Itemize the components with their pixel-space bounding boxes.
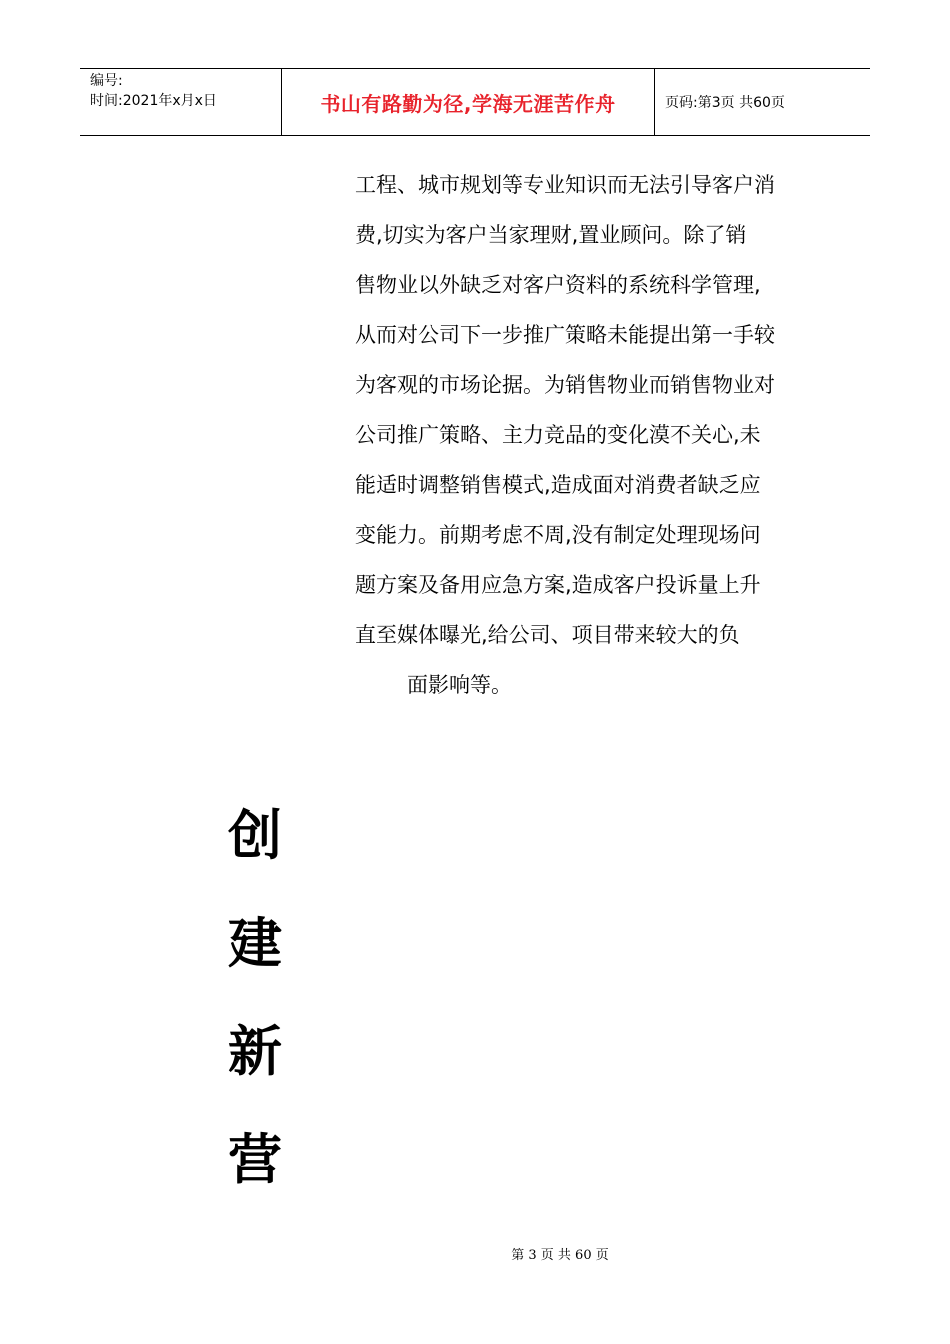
body-line: 公司推广策略、主力竞品的变化漠不关心,未 [355,423,761,447]
page-footer: 第 3 页 共 60 页 [511,1248,609,1263]
vertical-title-char: 营 [228,1127,282,1191]
vertical-title-char: 创 [228,803,282,867]
body-paragraph [355,160,825,710]
number-label: 编号: [90,73,123,89]
body-line: 变能力。前期考虑不周,没有制定处理现场问 [355,523,761,547]
page-header [80,68,870,136]
body-line: 费,切实为客户当家理财,置业顾问。除了销 [355,223,747,247]
body-line: 面影响等。 [407,673,512,697]
header-meta-cell [80,69,282,135]
body-line: 题方案及备用应急方案,造成客户投诉量上升 [355,573,761,597]
vertical-title-char: 建 [228,911,282,975]
header-motto: 书山有路勤为径,学海无涯苦作舟 [282,69,655,135]
body-line: 为客观的市场论据。为销售物业而销售物业对 [355,373,775,397]
vertical-title-char: 新 [228,1019,282,1083]
body-line: 从而对公司下一步推广策略未能提出第一手较 [355,323,775,347]
vertical-title [215,790,295,1222]
body-line: 售物业以外缺乏对客户资料的系统科学管理, [355,273,761,297]
header-page-info: 页码:第3页 共60页 [665,95,785,111]
body-line: 工程、城市规划等专业知识而无法引导客户消 [355,173,775,197]
body-line: 直至媒体曝光,给公司、项目带来较大的负 [355,623,740,647]
body-line: 能适时调整销售模式,造成面对消费者缺乏应 [355,473,761,497]
time-label: 时间:2021年x月x日 [90,93,217,109]
